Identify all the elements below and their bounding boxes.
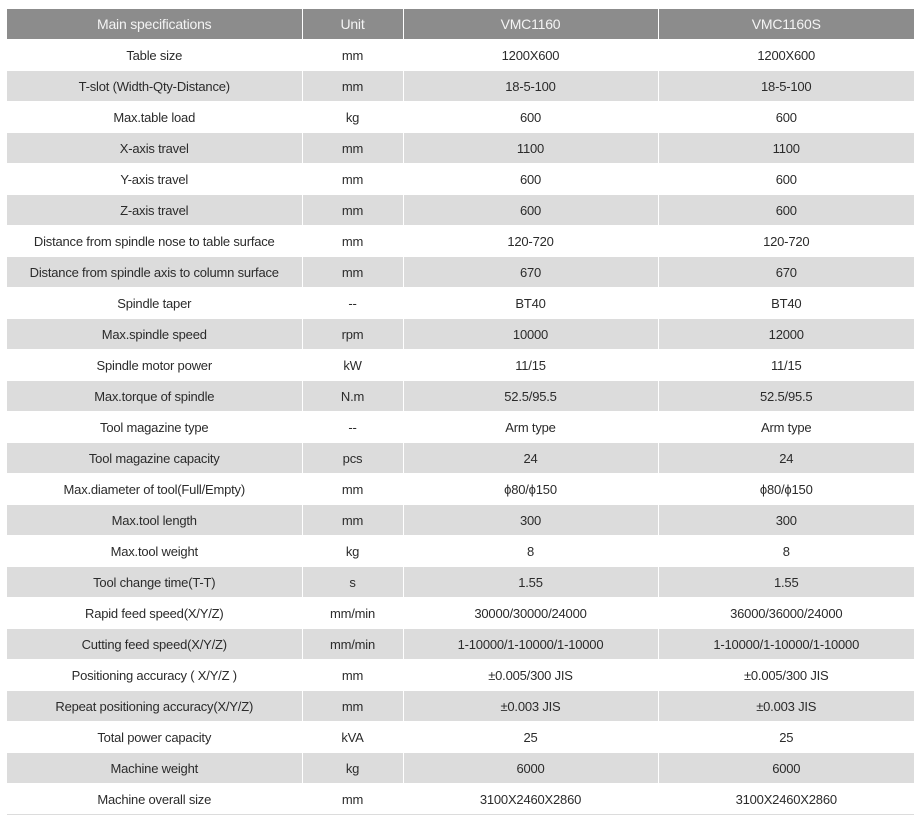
spec-name-cell: Tool magazine type xyxy=(7,412,302,443)
unit-cell: mm xyxy=(302,133,403,164)
specifications-table xyxy=(7,9,914,815)
spec-name-cell: Max.spindle speed xyxy=(7,319,302,350)
spec-name-cell: Max.tool weight xyxy=(7,536,302,567)
vmc1160-value-cell: ±0.003 JIS xyxy=(403,691,658,722)
vmc1160s-value-cell: 25 xyxy=(658,722,914,753)
unit-cell: s xyxy=(302,567,403,598)
vmc1160s-value-cell: Arm type xyxy=(658,412,914,443)
vmc1160s-value-cell: 36000/36000/24000 xyxy=(658,598,914,629)
vmc1160-value-cell: 300 xyxy=(403,505,658,536)
unit-cell: kW xyxy=(302,350,403,381)
spec-name-cell: Y-axis travel xyxy=(7,164,302,195)
unit-cell: mm xyxy=(302,691,403,722)
unit-cell: mm/min xyxy=(302,598,403,629)
unit-cell: N.m xyxy=(302,381,403,412)
vmc1160-value-cell: Arm type xyxy=(403,412,658,443)
vmc1160s-value-cell: 1.55 xyxy=(658,567,914,598)
spec-name-cell: Max.torque of spindle xyxy=(7,381,302,412)
unit-cell: rpm xyxy=(302,319,403,350)
spec-name-cell: X-axis travel xyxy=(7,133,302,164)
vmc1160-value-cell: 600 xyxy=(403,164,658,195)
table-row xyxy=(7,40,914,71)
vmc1160-value-cell: BT40 xyxy=(403,288,658,319)
table-row xyxy=(7,195,914,226)
spec-name-cell: Max.diameter of tool(Full/Empty) xyxy=(7,474,302,505)
unit-cell: kg xyxy=(302,536,403,567)
table-row xyxy=(7,412,914,443)
vmc1160-value-cell: 8 xyxy=(403,536,658,567)
table-row xyxy=(7,505,914,536)
vmc1160s-value-cell: 52.5/95.5 xyxy=(658,381,914,412)
spec-name-cell: Max.table load xyxy=(7,102,302,133)
table-row xyxy=(7,71,914,102)
table-row xyxy=(7,381,914,412)
spec-name-cell: Cutting feed speed(X/Y/Z) xyxy=(7,629,302,660)
vmc1160-value-cell: ϕ80/ϕ150 xyxy=(403,474,658,505)
spec-name-cell: Max.tool length xyxy=(7,505,302,536)
unit-cell: mm xyxy=(302,257,403,288)
spec-name-cell: Z-axis travel xyxy=(7,195,302,226)
spec-name-cell: T-slot (Width-Qty-Distance) xyxy=(7,71,302,102)
table-row xyxy=(7,257,914,288)
unit-cell: mm xyxy=(302,71,403,102)
table-row xyxy=(7,629,914,660)
vmc1160s-value-cell: 1-10000/1-10000/1-10000 xyxy=(658,629,914,660)
vmc1160s-value-cell: 600 xyxy=(658,164,914,195)
vmc1160s-value-cell: 12000 xyxy=(658,319,914,350)
vmc1160-value-cell: 30000/30000/24000 xyxy=(403,598,658,629)
unit-cell: -- xyxy=(302,412,403,443)
table-row xyxy=(7,660,914,691)
vmc1160-value-cell: 1200X600 xyxy=(403,40,658,71)
unit-cell: mm xyxy=(302,784,403,815)
vmc1160-value-cell: 120-720 xyxy=(403,226,658,257)
vmc1160s-value-cell: 600 xyxy=(658,102,914,133)
spec-name-cell: Rapid feed speed(X/Y/Z) xyxy=(7,598,302,629)
header-unit: Unit xyxy=(302,9,403,40)
vmc1160s-value-cell: ±0.003 JIS xyxy=(658,691,914,722)
spec-name-cell: Machine weight xyxy=(7,753,302,784)
vmc1160-value-cell: 1100 xyxy=(403,133,658,164)
unit-cell: mm xyxy=(302,195,403,226)
spec-name-cell: Positioning accuracy ( X/Y/Z ) xyxy=(7,660,302,691)
header-vmc1160: VMC1160 xyxy=(403,9,658,40)
table-row xyxy=(7,753,914,784)
unit-cell: kg xyxy=(302,753,403,784)
vmc1160-value-cell: 6000 xyxy=(403,753,658,784)
unit-cell: mm xyxy=(302,660,403,691)
table-row xyxy=(7,102,914,133)
vmc1160s-value-cell: 1100 xyxy=(658,133,914,164)
vmc1160-value-cell: 600 xyxy=(403,102,658,133)
unit-cell: mm xyxy=(302,40,403,71)
spec-name-cell: Tool change time(T-T) xyxy=(7,567,302,598)
spec-name-cell: Distance from spindle nose to table surface xyxy=(7,226,302,257)
vmc1160s-value-cell: 3100X2460X2860 xyxy=(658,784,914,815)
vmc1160-value-cell: 600 xyxy=(403,195,658,226)
vmc1160s-value-cell: 120-720 xyxy=(658,226,914,257)
spec-name-cell: Tool magazine capacity xyxy=(7,443,302,474)
vmc1160-value-cell: 670 xyxy=(403,257,658,288)
table-header xyxy=(7,9,914,40)
vmc1160s-value-cell: 670 xyxy=(658,257,914,288)
vmc1160s-value-cell: ±0.005/300 JIS xyxy=(658,660,914,691)
table-row xyxy=(7,133,914,164)
table-row xyxy=(7,567,914,598)
unit-cell: kg xyxy=(302,102,403,133)
spec-name-cell: Spindle taper xyxy=(7,288,302,319)
vmc1160-value-cell: 25 xyxy=(403,722,658,753)
spec-name-cell: Distance from spindle axis to column surface xyxy=(7,257,302,288)
table-row xyxy=(7,319,914,350)
vmc1160s-value-cell: ϕ80/ϕ150 xyxy=(658,474,914,505)
table-row xyxy=(7,350,914,381)
unit-cell: pcs xyxy=(302,443,403,474)
vmc1160-value-cell: ±0.005/300 JIS xyxy=(403,660,658,691)
vmc1160s-value-cell: BT40 xyxy=(658,288,914,319)
table-row xyxy=(7,474,914,505)
table-row xyxy=(7,691,914,722)
table-row xyxy=(7,536,914,567)
vmc1160s-value-cell: 1200X600 xyxy=(658,40,914,71)
vmc1160-value-cell: 1.55 xyxy=(403,567,658,598)
table-row xyxy=(7,288,914,319)
unit-cell: mm xyxy=(302,474,403,505)
vmc1160s-value-cell: 11/15 xyxy=(658,350,914,381)
vmc1160s-value-cell: 8 xyxy=(658,536,914,567)
unit-cell: -- xyxy=(302,288,403,319)
table-row xyxy=(7,164,914,195)
table-row xyxy=(7,226,914,257)
unit-cell: mm xyxy=(302,164,403,195)
vmc1160s-value-cell: 600 xyxy=(658,195,914,226)
table-row xyxy=(7,784,914,815)
vmc1160-value-cell: 18-5-100 xyxy=(403,71,658,102)
vmc1160-value-cell: 52.5/95.5 xyxy=(403,381,658,412)
vmc1160s-value-cell: 18-5-100 xyxy=(658,71,914,102)
spec-name-cell: Table size xyxy=(7,40,302,71)
header-main-specifications: Main specifications xyxy=(7,9,302,40)
spec-name-cell: Machine overall size xyxy=(7,784,302,815)
spec-name-cell: Repeat positioning accuracy(X/Y/Z) xyxy=(7,691,302,722)
unit-cell: kVA xyxy=(302,722,403,753)
table-row xyxy=(7,722,914,753)
spec-name-cell: Spindle motor power xyxy=(7,350,302,381)
table-row xyxy=(7,443,914,474)
unit-cell: mm/min xyxy=(302,629,403,660)
vmc1160-value-cell: 24 xyxy=(403,443,658,474)
vmc1160-value-cell: 3100X2460X2860 xyxy=(403,784,658,815)
vmc1160s-value-cell: 24 xyxy=(658,443,914,474)
vmc1160s-value-cell: 300 xyxy=(658,505,914,536)
unit-cell: mm xyxy=(302,505,403,536)
table-row xyxy=(7,598,914,629)
header-vmc1160s: VMC1160S xyxy=(658,9,914,40)
vmc1160-value-cell: 11/15 xyxy=(403,350,658,381)
vmc1160-value-cell: 10000 xyxy=(403,319,658,350)
vmc1160-value-cell: 1-10000/1-10000/1-10000 xyxy=(403,629,658,660)
header-row xyxy=(7,9,914,40)
unit-cell: mm xyxy=(302,226,403,257)
spec-name-cell: Total power capacity xyxy=(7,722,302,753)
vmc1160s-value-cell: 6000 xyxy=(658,753,914,784)
table-body xyxy=(7,40,914,815)
